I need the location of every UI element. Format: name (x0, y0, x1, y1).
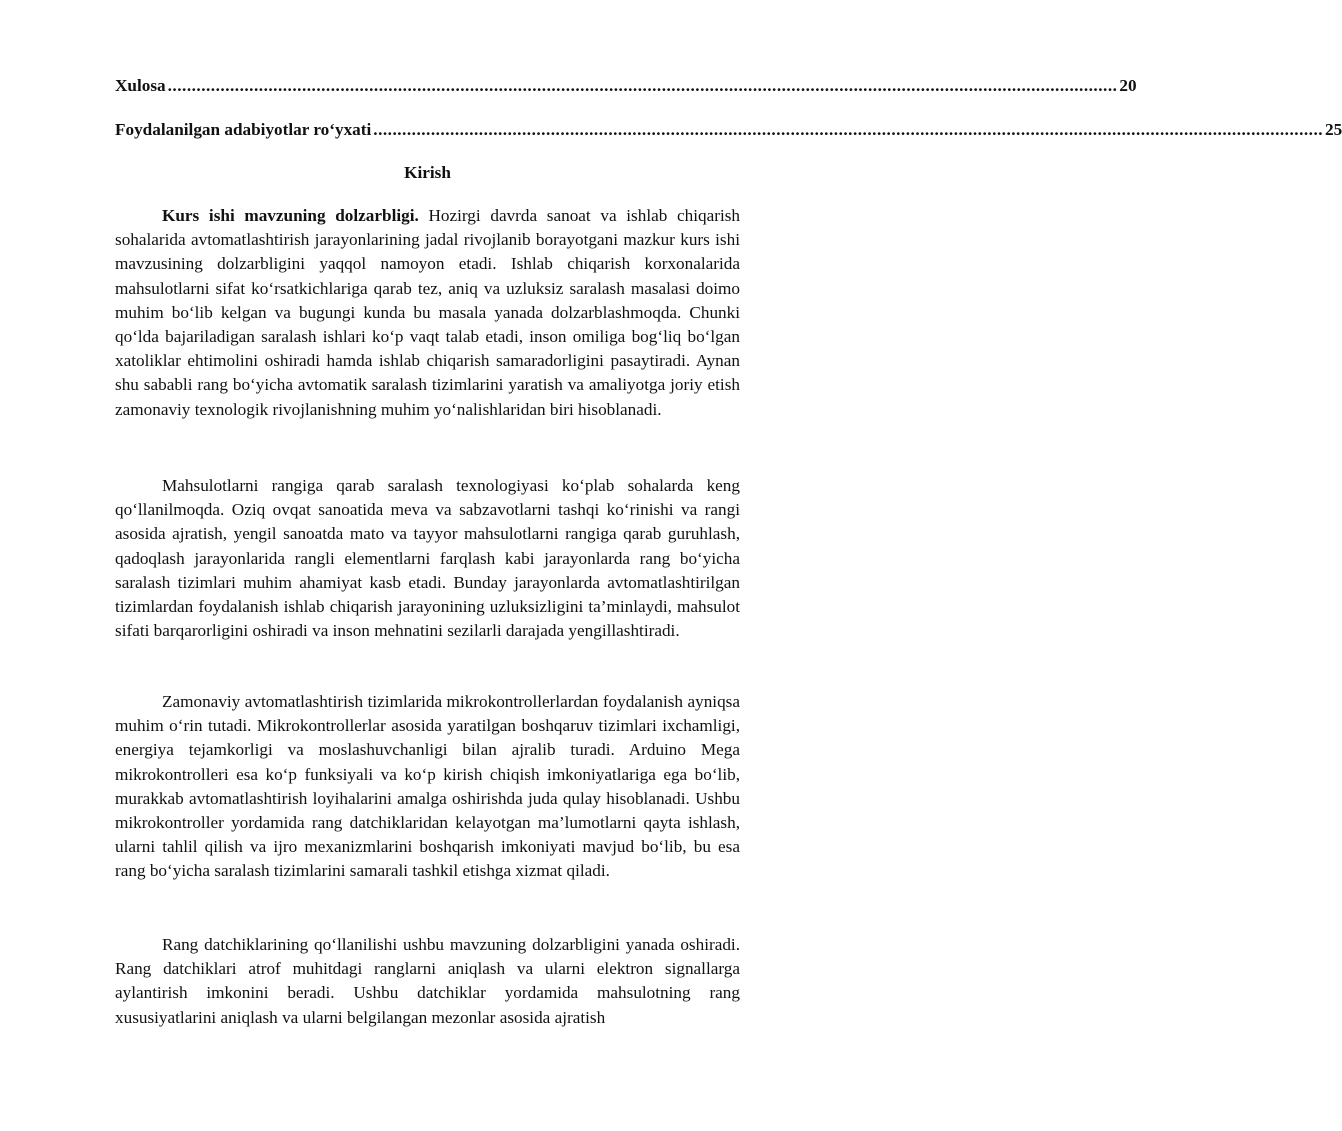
paragraph-relevance (115, 204, 740, 422)
toc-entry-page: 25 (1325, 120, 1342, 139)
paragraph-text: Zamonaviy avtomatlashtirish tizimlarida mikrokontrollerlardan foydalanish ayniqsa muhim o‘rin tutadi. Mikrokontrollerlar asosida yaratilgan boshqaruv tizimlari ixchamligi, energiya tejamkorligi va moslashuvchanligi bilan ajralib turadi. Arduino Mega mikrokontrolleri esa ko‘p funksiyali va ko‘p kirish chiqish imkoniyatlariga ega bo‘lib, murakkab avtomatlashtirish loyihalarini amalga oshirishda juda qulay hisoblanadi. Ushbu mikrokontroller yordamida rang datchiklaridan kelayotgan ma’lumotlarni qayta ishlash, ularni tahlil qilish va ijro mexanizmlarini boshqarish imkoniyati mavjud bo‘lib, bu esa rang bo‘yicha saralash tizimlarini samarali tashkil etishga xizmat qiladi. (115, 692, 740, 881)
paragraph-color-sensors (115, 933, 740, 1030)
paragraph-color-sorting (115, 474, 740, 643)
section-heading: Kirish (404, 163, 451, 182)
paragraph-text: Hozirgi davrda sanoat va ishlab chiqarish sohalarida avtomatlashtirish jarayonlarining jadal rivojlanib borayotgani mazkur kurs ishi mavzusining dolzarbligini yaqqol namoyon etadi. Ishlab chiqarish korxonalarida mahsulotlarni sifat ko‘rsatkichlariga qarab tez, aniq va uzluksiz saralash masalasi doimo muhim bo‘lib kelgan va bugungi kunda bu masala yanada dolzarblashmoqda. Chunki qo‘lda bajariladigan saralash ishlari ko‘p vaqt talab etadi, inson omiliga bog‘liq bo‘lgan xatoliklar ehtimolini oshiradi hamda ishlab chiqarish samaradorligini pasaytiradi. Aynan shu sababli rang bo‘yicha avtomatik saralash tizimlarini yaratish va amaliyotga joriy etish zamonaviy texnologik rivojlanishning muhim yo‘nalishlaridan biri hisoblanadi. (115, 206, 740, 419)
toc-entry-title: Xulosa (115, 76, 166, 95)
toc-entry-bibliography[interactable] (115, 120, 1342, 140)
paragraph-text: Mahsulotlarni rangiga qarab saralash texnologiyasi ko‘plab sohalarda keng qo‘llanilmoqda. Oziq ovqat sanoatida meva va sabzavotlarni tashqi ko‘rinishi va rangi asosida ajratish, yengil sanoatda mato va tayyor mahsulotlarni rangiga qarab guruhlash, qadoqlash jarayonlarida rangli elementlarni farqlash kabi jarayonlarda rang bo‘yicha saralash tizimlari muhim ahamiyat kasb etadi. Bunday jarayonlarda avtomatlashtirilgan tizimlardan foydalanish ishlab chiqarish jarayonining uzluksizligini ta’minlaydi, mahsulot sifati barqarorligini oshiradi va inson mehnatini sezilarli darajada yengillashtiradi. (115, 476, 740, 641)
paragraph-microcontrollers (115, 690, 740, 884)
toc-entry-page: 20 (1119, 76, 1137, 95)
toc-dot-leader: ...................................................................................................................................................................................................... (167, 76, 1118, 95)
paragraph-lead: Kurs ishi mavzuning dolzarbligi. (162, 206, 419, 225)
paragraph-text: Rang datchiklarining qo‘llanilishi ushbu mavzuning dolzarbligini yanada oshiradi. Rang datchiklari atrof muhitdagi ranglarni aniqlash va ularni elektron signallarga aylantirish imkonini beradi. Ushbu datchiklar yordamida mahsulotning rang xususiyatlarini aniqlash va ularni belgilangan mezonlar asosida ajratish (115, 935, 740, 1027)
toc-entry-title: Foydalanilgan adabiyotlar ro‘yxati (115, 120, 372, 139)
toc-dot-leader: ...................................................................................................................................................................................................... (373, 120, 1324, 139)
toc-entry-conclusion[interactable] (115, 76, 1137, 96)
